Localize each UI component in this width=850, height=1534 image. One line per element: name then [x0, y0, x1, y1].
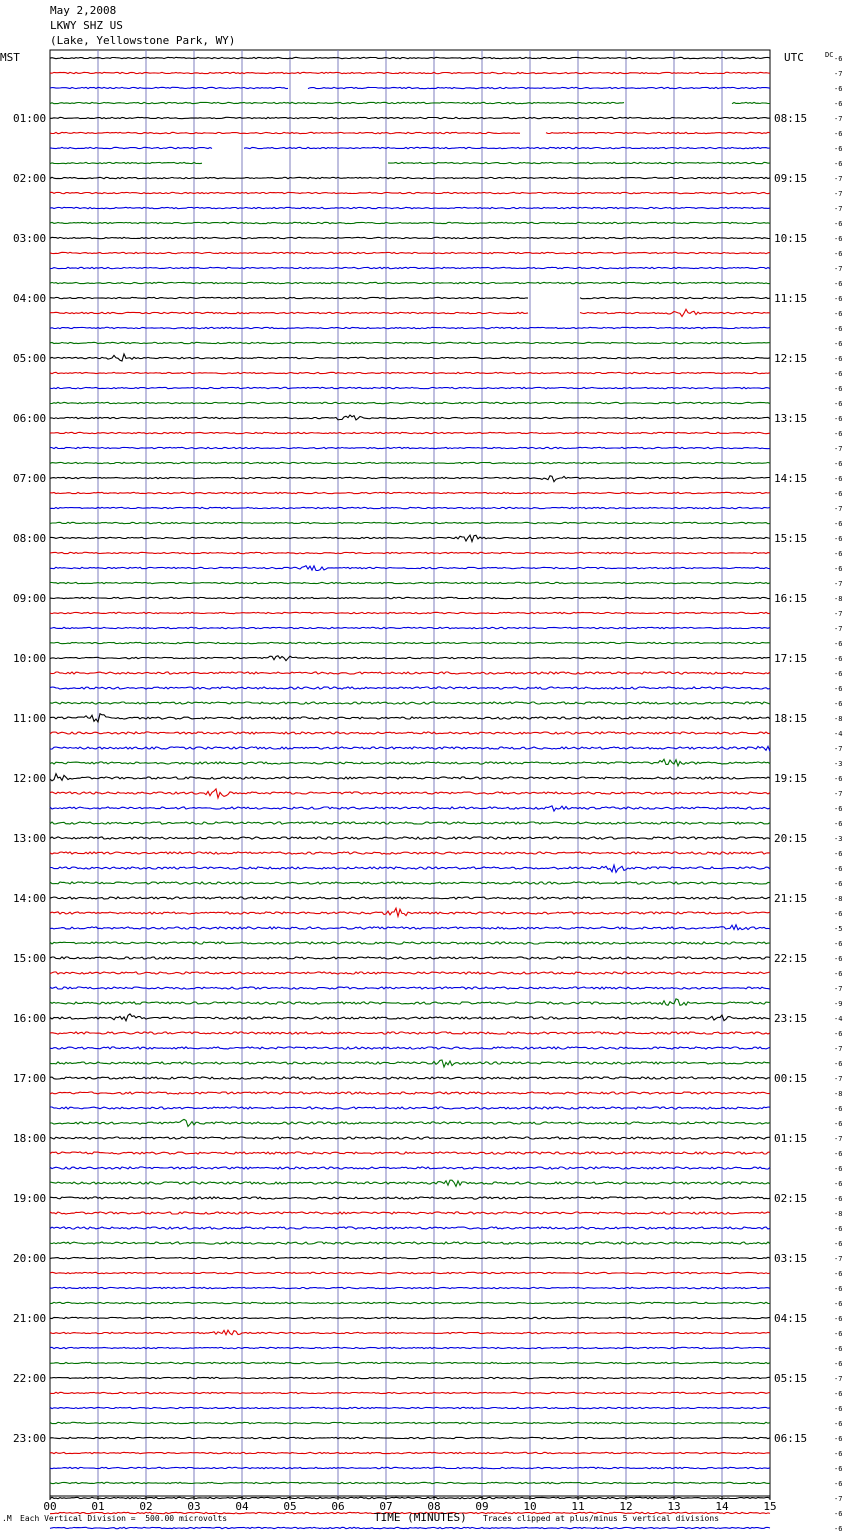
trace-green — [50, 522, 770, 523]
dc-label: DC — [825, 51, 834, 59]
dc-offset-label: -6 — [834, 1180, 843, 1188]
trace-black — [50, 117, 770, 118]
dc-offset-label: -6 — [834, 565, 843, 573]
dc-offset-label: -4 — [834, 1015, 843, 1023]
utc-hour-label: 10:15 — [774, 232, 808, 245]
trace-red — [50, 732, 770, 734]
dc-offset-label: -8 — [834, 715, 843, 723]
dc-offset-label: -6 — [834, 1120, 843, 1128]
trace-red — [50, 972, 770, 974]
dc-offset-label: -7 — [834, 445, 843, 453]
trace-green — [50, 1302, 770, 1303]
dc-offset-label: -6 — [834, 850, 843, 858]
trace-red — [50, 372, 770, 373]
trace-blue — [50, 566, 770, 571]
trace-blue — [50, 147, 770, 148]
dc-offset-label: -6 — [834, 1510, 843, 1518]
trace-black — [50, 1077, 770, 1079]
dc-offset-label: -8 — [834, 1210, 843, 1218]
mst-hour-label: 03:00 — [13, 232, 47, 245]
dc-offset-label: -6 — [834, 490, 843, 498]
x-axis-label: TIME (MINUTES) — [374, 1511, 467, 1524]
dc-offset-label: -7 — [834, 190, 843, 198]
x-tick-label: 14 — [715, 1500, 729, 1513]
trace-red — [50, 132, 770, 133]
dc-offset-label: -6 — [834, 1165, 843, 1173]
dc-offset-label: -7 — [834, 265, 843, 273]
trace-blue — [50, 87, 770, 88]
dc-offset-label: -6 — [834, 100, 843, 108]
trace-red — [50, 252, 770, 253]
trace-red — [50, 908, 770, 916]
trace-black — [50, 1257, 770, 1258]
clipping-note: Traces clipped at plus/minus 5 vertical divisions — [483, 1514, 720, 1523]
utc-hour-label: 09:15 — [774, 172, 808, 185]
x-tick-label: 01 — [91, 1500, 105, 1513]
mst-hour-label: 15:00 — [13, 952, 47, 965]
trace-blue — [50, 507, 770, 508]
trace-green — [50, 1362, 770, 1363]
trace-blue — [50, 687, 770, 689]
trace-black — [50, 837, 770, 839]
dc-offset-label: -6 — [834, 1195, 843, 1203]
dc-offset-label: -4 — [834, 730, 843, 738]
dc-offset-label: -7 — [834, 175, 843, 183]
trace-green — [50, 1482, 770, 1483]
utc-hour-label: 16:15 — [774, 592, 808, 605]
mst-hour-label: 14:00 — [13, 892, 47, 905]
dc-offset-label: -7 — [834, 985, 843, 993]
dc-offset-label: -6 — [834, 1450, 843, 1458]
utc-hour-label: 14:15 — [774, 472, 808, 485]
utc-hour-label: 00:15 — [774, 1072, 808, 1085]
trace-green — [50, 282, 770, 283]
dc-offset-label: -6 — [834, 520, 843, 528]
dc-offset-label: -6 — [834, 430, 843, 438]
dc-offset-label: -6 — [834, 1465, 843, 1473]
trace-black — [50, 1014, 770, 1021]
trace-black — [50, 354, 770, 361]
utc-hour-label: 03:15 — [774, 1252, 808, 1265]
mst-hour-label: 09:00 — [13, 592, 47, 605]
dc-offset-label: -6 — [834, 1315, 843, 1323]
trace-red — [50, 309, 770, 316]
trace-black — [50, 1437, 770, 1438]
mst-hour-label: 07:00 — [13, 472, 47, 485]
trace-green — [50, 1060, 770, 1067]
dc-offset-label: -6 — [834, 55, 843, 63]
trace-red — [50, 1330, 770, 1335]
dc-offset-label: -6 — [834, 1480, 843, 1488]
x-tick-label: 12 — [619, 1500, 633, 1513]
x-tick-label: 05 — [283, 1500, 297, 1513]
utc-hour-label: 02:15 — [774, 1192, 808, 1205]
dc-offset-label: -6 — [834, 85, 843, 93]
trace-red — [50, 1452, 770, 1453]
trace-black — [50, 714, 770, 722]
mst-hour-label: 02:00 — [13, 172, 47, 185]
dc-offset-label: -6 — [834, 1150, 843, 1158]
scale-mark: .M — [2, 1514, 12, 1523]
dc-offset-label: -7 — [834, 1135, 843, 1143]
dc-offset-label: -6 — [834, 280, 843, 288]
dc-offset-label: -6 — [834, 670, 843, 678]
utc-timezone-label: UTC — [784, 51, 804, 64]
dc-offset-label: -6 — [834, 655, 843, 663]
trace-red — [50, 612, 770, 613]
utc-hour-label: 11:15 — [774, 292, 808, 305]
mst-hour-label: 17:00 — [13, 1072, 47, 1085]
x-tick-label: 07 — [379, 1500, 393, 1513]
trace-black — [50, 415, 770, 420]
dc-offset-label: -6 — [834, 1225, 843, 1233]
dc-offset-label: -6 — [834, 235, 843, 243]
trace-red — [50, 1212, 770, 1214]
dc-offset-label: -6 — [834, 685, 843, 693]
trace-black — [50, 1137, 770, 1139]
trace-green — [50, 882, 770, 884]
dc-offset-label: -6 — [834, 700, 843, 708]
trace-red — [50, 1032, 770, 1034]
dc-offset-label: -6 — [834, 1405, 843, 1413]
trace-black — [50, 57, 770, 58]
x-tick-label: 03 — [187, 1500, 201, 1513]
trace-blue — [50, 1527, 770, 1528]
utc-hour-label: 08:15 — [774, 112, 808, 125]
dc-offset-label: -7 — [834, 70, 843, 78]
trace-red — [50, 552, 770, 553]
trace-blue — [50, 925, 770, 930]
dc-offset-label: -7 — [834, 115, 843, 123]
trace-green — [50, 1119, 770, 1126]
dc-offset-label: -6 — [834, 775, 843, 783]
trace-blue — [50, 207, 770, 208]
station-code: LKWY SHZ US — [50, 19, 123, 32]
dc-offset-label: -6 — [834, 1390, 843, 1398]
mst-timezone-label: MST — [0, 51, 20, 64]
dc-offset-label: -6 — [834, 970, 843, 978]
x-tick-label: 04 — [235, 1500, 249, 1513]
mst-hour-label: 22:00 — [13, 1372, 47, 1385]
trace-blue — [50, 1467, 770, 1468]
trace-blue — [50, 1047, 770, 1049]
trace-green — [50, 462, 770, 463]
trace-black — [50, 476, 770, 482]
mst-hour-label: 05:00 — [13, 352, 47, 365]
mst-hour-label: 10:00 — [13, 652, 47, 665]
mst-hour-label: 20:00 — [13, 1252, 47, 1265]
dc-offset-label: -6 — [834, 910, 843, 918]
trace-black — [50, 535, 770, 541]
dc-offset-label: -6 — [834, 355, 843, 363]
trace-green — [50, 942, 770, 944]
trace-blue — [50, 1227, 770, 1229]
trace-blue — [50, 746, 770, 751]
trace-green — [50, 999, 770, 1005]
trace-green — [50, 162, 770, 163]
dc-offset-label: -6 — [834, 340, 843, 348]
dc-offset-label: -6 — [834, 370, 843, 378]
station-location: (Lake, Yellowstone Park, WY) — [50, 34, 236, 47]
trace-blue — [50, 1347, 770, 1348]
trace-black — [50, 177, 770, 178]
trace-red — [50, 492, 770, 493]
trace-black — [50, 237, 770, 238]
plot-date: May 2,2008 — [50, 4, 117, 17]
trace-black — [50, 1317, 770, 1318]
trace-green — [50, 1422, 770, 1423]
trace-green — [50, 822, 770, 824]
dc-offset-label: -6 — [834, 400, 843, 408]
utc-hour-label: 20:15 — [774, 832, 808, 845]
trace-black — [50, 897, 770, 899]
mst-hour-label: 12:00 — [13, 772, 47, 785]
trace-black — [50, 597, 770, 598]
trace-blue — [50, 327, 770, 328]
utc-hour-label: 05:15 — [774, 1372, 808, 1385]
trace-green — [50, 1242, 770, 1244]
trace-black — [50, 297, 770, 298]
trace-blue — [50, 1167, 770, 1169]
x-tick-label: 11 — [571, 1500, 585, 1513]
utc-hour-label: 06:15 — [774, 1432, 808, 1445]
trace-black — [50, 1377, 770, 1378]
dc-offset-label: -6 — [834, 550, 843, 558]
dc-offset-label: -6 — [834, 1420, 843, 1428]
trace-black — [50, 1497, 770, 1498]
trace-blue — [50, 1287, 770, 1288]
trace-blue — [50, 387, 770, 388]
trace-green — [50, 102, 770, 103]
dc-offset-label: -6 — [834, 385, 843, 393]
dc-offset-label: -7 — [834, 610, 843, 618]
trace-blue — [50, 1107, 770, 1109]
dc-offset-label: -9 — [834, 1000, 843, 1008]
dc-offset-label: -6 — [834, 1300, 843, 1308]
x-tick-label: 00 — [43, 1500, 57, 1513]
utc-hour-label: 12:15 — [774, 352, 808, 365]
trace-blue — [50, 865, 770, 872]
dc-offset-label: -6 — [834, 295, 843, 303]
dc-offset-label: -7 — [834, 205, 843, 213]
trace-green — [50, 402, 770, 403]
dc-offset-label: -7 — [834, 580, 843, 588]
trace-red — [50, 192, 770, 193]
x-tick-label: 10 — [523, 1500, 537, 1513]
dc-offset-label: -6 — [834, 1525, 843, 1533]
mst-hour-label: 06:00 — [13, 412, 47, 425]
x-tick-label: 09 — [475, 1500, 489, 1513]
dc-offset-label: -6 — [834, 1435, 843, 1443]
dc-offset-label: -6 — [834, 1345, 843, 1353]
trace-red — [50, 672, 770, 674]
trace-black — [50, 774, 770, 781]
utc-hour-label: 13:15 — [774, 412, 808, 425]
utc-hour-label: 18:15 — [774, 712, 808, 725]
trace-red — [50, 1152, 770, 1154]
trace-green — [50, 642, 770, 643]
dc-offset-label: -7 — [834, 1045, 843, 1053]
utc-hour-label: 23:15 — [774, 1012, 808, 1025]
trace-blue — [50, 267, 770, 268]
dc-offset-label: -3 — [834, 835, 843, 843]
dc-offset-label: -6 — [834, 880, 843, 888]
dc-offset-label: -6 — [834, 1270, 843, 1278]
dc-offset-label: -6 — [834, 940, 843, 948]
mst-hour-label: 23:00 — [13, 1432, 47, 1445]
dc-offset-label: -7 — [834, 1075, 843, 1083]
trace-red — [50, 789, 770, 798]
x-tick-label: 02 — [139, 1500, 153, 1513]
dc-offset-label: -6 — [834, 250, 843, 258]
mst-hour-label: 04:00 — [13, 292, 47, 305]
dc-offset-label: -7 — [834, 625, 843, 633]
dc-offset-label: -6 — [834, 1330, 843, 1338]
dc-offset-label: -6 — [834, 640, 843, 648]
trace-red — [50, 432, 770, 433]
dc-offset-label: -8 — [834, 1090, 843, 1098]
dc-offset-label: -7 — [834, 790, 843, 798]
dc-offset-label: -6 — [834, 1360, 843, 1368]
trace-black — [50, 957, 770, 959]
dc-offset-label: -6 — [834, 220, 843, 228]
dc-offset-label: -6 — [834, 160, 843, 168]
trace-green — [50, 1180, 770, 1186]
dc-offset-label: -6 — [834, 1285, 843, 1293]
dc-offset-label: -6 — [834, 865, 843, 873]
trace-green — [50, 342, 770, 343]
dc-offset-label: -6 — [834, 805, 843, 813]
trace-blue — [50, 1407, 770, 1408]
dc-offset-label: -6 — [834, 475, 843, 483]
utc-hour-label: 04:15 — [774, 1312, 808, 1325]
dc-offset-label: -6 — [834, 460, 843, 468]
mst-hour-label: 08:00 — [13, 532, 47, 545]
trace-red — [50, 1392, 770, 1393]
dc-offset-label: -7 — [834, 1255, 843, 1263]
trace-red — [50, 852, 770, 854]
dc-offset-label: -8 — [834, 895, 843, 903]
dc-offset-label: -6 — [834, 1060, 843, 1068]
mst-hour-label: 13:00 — [13, 832, 47, 845]
trace-red — [50, 1092, 770, 1094]
utc-hour-label: 15:15 — [774, 532, 808, 545]
dc-offset-label: -7 — [834, 745, 843, 753]
dc-offset-label: -5 — [834, 925, 843, 933]
utc-hour-label: 17:15 — [774, 652, 808, 665]
dc-offset-label: -6 — [834, 415, 843, 423]
trace-blue — [50, 806, 770, 811]
trace-red — [50, 1272, 770, 1273]
trace-black — [50, 1197, 770, 1199]
trace-black — [50, 656, 770, 661]
utc-hour-label: 19:15 — [774, 772, 808, 785]
dc-offset-label: -6 — [834, 820, 843, 828]
dc-offset-label: -6 — [834, 325, 843, 333]
dc-offset-label: -6 — [834, 310, 843, 318]
x-tick-label: 15 — [763, 1500, 777, 1513]
utc-hour-label: 01:15 — [774, 1132, 808, 1145]
dc-offset-label: -6 — [834, 1030, 843, 1038]
utc-hour-label: 22:15 — [774, 952, 808, 965]
dc-offset-label: -6 — [834, 955, 843, 963]
mst-hour-label: 01:00 — [13, 112, 47, 125]
mst-hour-label: 18:00 — [13, 1132, 47, 1145]
utc-hour-label: 21:15 — [774, 892, 808, 905]
dc-offset-label: -6 — [834, 145, 843, 153]
dc-offset-label: -6 — [834, 1105, 843, 1113]
x-tick-label: 06 — [331, 1500, 345, 1513]
dc-offset-label: -7 — [834, 1495, 843, 1503]
dc-offset-label: -7 — [834, 1375, 843, 1383]
mst-hour-label: 21:00 — [13, 1312, 47, 1325]
trace-green — [50, 759, 770, 766]
dc-offset-label: -6 — [834, 1240, 843, 1248]
dc-offset-label: -3 — [834, 760, 843, 768]
mst-hour-label: 16:00 — [13, 1012, 47, 1025]
dc-offset-label: -7 — [834, 505, 843, 513]
x-tick-label: 13 — [667, 1500, 681, 1513]
dc-offset-label: -8 — [834, 595, 843, 603]
mst-hour-label: 11:00 — [13, 712, 47, 725]
trace-blue — [50, 627, 770, 628]
trace-green — [50, 222, 770, 223]
trace-red — [50, 72, 770, 73]
trace-blue — [50, 447, 770, 448]
vertical-division-note: Each Vertical Division = 500.00 microvolts — [20, 1514, 228, 1523]
x-tick-label: 08 — [427, 1500, 441, 1513]
dc-offset-label: -6 — [834, 535, 843, 543]
mst-hour-label: 19:00 — [13, 1192, 47, 1205]
trace-green — [50, 582, 770, 583]
dc-offset-label: -6 — [834, 130, 843, 138]
trace-green — [50, 702, 770, 704]
trace-blue — [50, 987, 770, 989]
